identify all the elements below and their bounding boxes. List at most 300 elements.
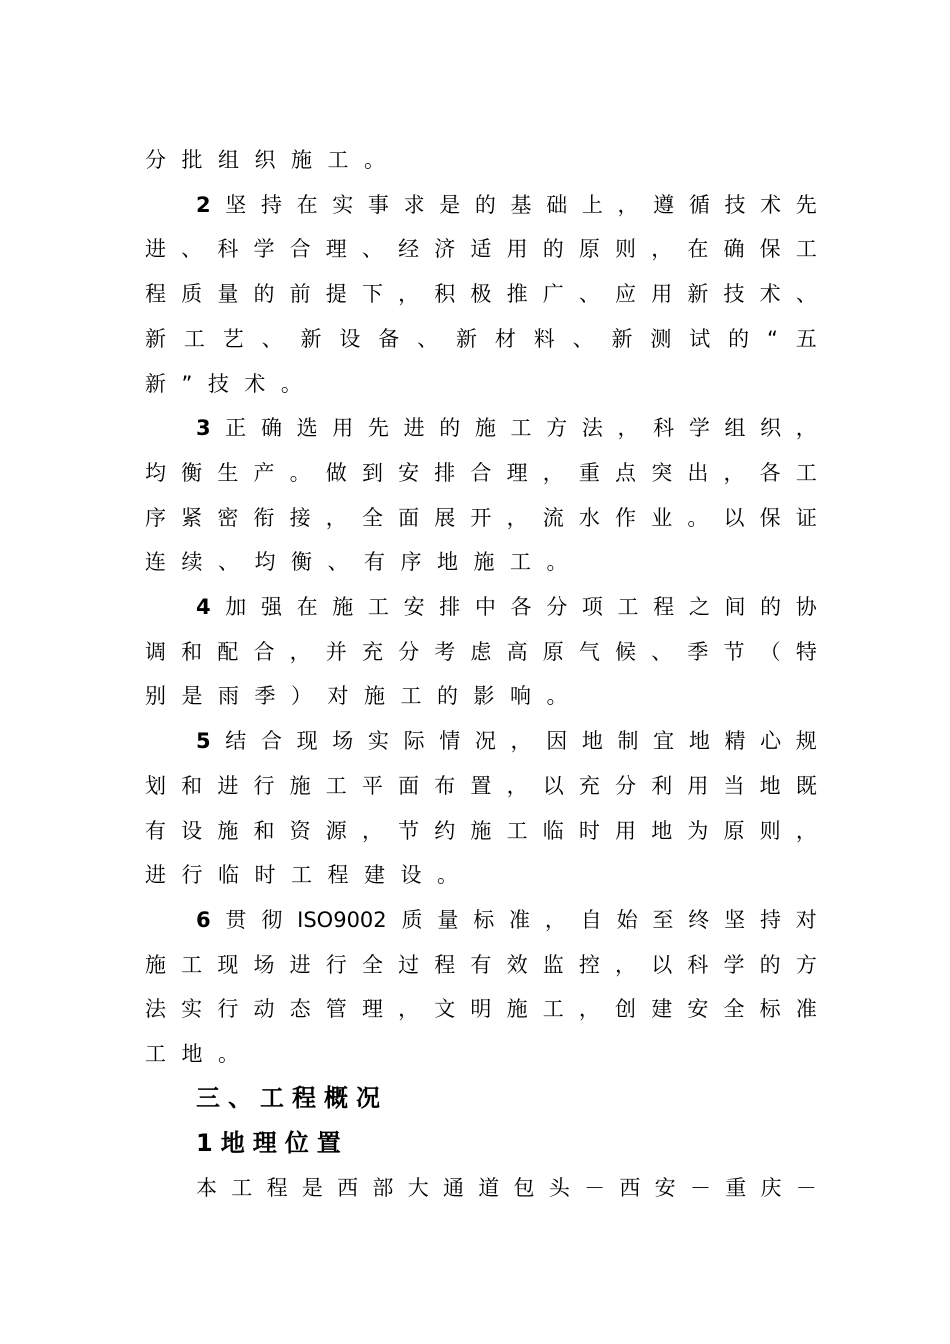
char: 组 <box>724 416 746 440</box>
char: 施 <box>506 997 528 1021</box>
char: 制 <box>617 729 639 753</box>
char: 织 <box>760 416 782 440</box>
char: 西 <box>337 1176 359 1200</box>
char: 工 <box>510 550 531 574</box>
char: 工 <box>506 819 528 843</box>
char: 理 <box>506 461 528 485</box>
char: 。 <box>546 684 568 708</box>
char: 方 <box>795 953 817 977</box>
char: 技 <box>207 372 229 396</box>
char: 确 <box>260 416 282 440</box>
char: 适 <box>470 237 492 261</box>
char: 原 <box>542 640 564 664</box>
char: 地 <box>181 1042 203 1066</box>
char: 节 <box>398 819 420 843</box>
char: 紧 <box>181 506 203 530</box>
item-number: 2 <box>196 193 211 217</box>
char: 出 <box>687 461 709 485</box>
char: 行 <box>325 953 347 977</box>
char: 临 <box>542 819 564 843</box>
char: 广 <box>542 282 564 306</box>
char: 合 <box>260 729 282 753</box>
char: 理 <box>325 237 347 261</box>
char: 工 <box>617 595 639 619</box>
char: 划 <box>145 774 166 798</box>
char: 工 <box>183 327 205 351</box>
char: 行 <box>217 997 239 1021</box>
item-number: 4 <box>196 595 211 619</box>
char: 经 <box>398 237 420 261</box>
char: 加 <box>225 595 247 619</box>
char: ， <box>615 953 637 977</box>
char: 现 <box>296 729 318 753</box>
char: 、 <box>417 327 439 351</box>
char: 实 <box>332 193 354 217</box>
char: 证 <box>795 506 817 530</box>
char: 当 <box>723 774 745 798</box>
char: 进 <box>403 416 425 440</box>
char: 充 <box>578 774 600 798</box>
char: 织 <box>254 148 276 172</box>
paragraph-line <box>145 1039 817 1069</box>
char: 全 <box>361 506 383 530</box>
char: （ <box>759 640 781 664</box>
char: 地 <box>688 729 710 753</box>
char: 程 <box>145 282 166 306</box>
char: 原 <box>723 819 745 843</box>
char: 终 <box>688 908 710 932</box>
char: 确 <box>723 237 745 261</box>
char: ， <box>578 997 600 1021</box>
char: 法 <box>145 997 166 1021</box>
char: 积 <box>434 282 456 306</box>
paragraph-line <box>196 1173 817 1203</box>
char: 展 <box>434 506 456 530</box>
char: 在 <box>296 193 318 217</box>
char: 有 <box>470 953 492 977</box>
char: 是 <box>439 193 461 217</box>
paragraph-line <box>145 145 817 175</box>
char: 过 <box>398 953 420 977</box>
char: 均 <box>254 550 276 574</box>
char: 安 <box>687 997 709 1021</box>
char: 包 <box>513 1176 535 1200</box>
char: 重 <box>725 1176 747 1200</box>
char: 进 <box>217 774 239 798</box>
char: 全 <box>723 997 745 1021</box>
char: 术 <box>244 372 266 396</box>
char: 本 <box>196 1176 217 1200</box>
char: 的 <box>439 416 461 440</box>
char: 提 <box>325 282 347 306</box>
char: 。 <box>437 863 458 887</box>
char: 上 <box>581 193 603 217</box>
char: 衔 <box>253 506 275 530</box>
char: 开 <box>470 506 492 530</box>
paragraph-line <box>145 234 817 264</box>
char: 用 <box>615 819 637 843</box>
char: ISO9002 <box>297 908 387 932</box>
char: 序 <box>145 506 166 530</box>
paragraph-line <box>196 190 817 220</box>
char: 的 <box>474 193 496 217</box>
char: 自 <box>580 908 602 932</box>
char: 调 <box>145 640 166 664</box>
char: 。 <box>289 461 311 485</box>
char: 的 <box>728 327 750 351</box>
char: 分 <box>615 774 637 798</box>
char: 术 <box>759 282 781 306</box>
char: 既 <box>795 774 817 798</box>
char: 宜 <box>653 729 675 753</box>
char: 施 <box>332 595 354 619</box>
char: 质 <box>401 908 423 932</box>
paragraph-line <box>145 816 817 846</box>
char: 新 <box>611 327 633 351</box>
section-heading: 三、工程概况 <box>196 1084 388 1112</box>
char: 以 <box>651 953 673 977</box>
char: 、 <box>181 237 203 261</box>
char: 下 <box>361 282 383 306</box>
char: 合 <box>289 237 311 261</box>
char: 水 <box>578 506 600 530</box>
char: 场 <box>332 729 354 753</box>
paragraph-line <box>145 369 817 399</box>
char: 和 <box>253 819 275 843</box>
paragraph-line <box>145 458 817 488</box>
char: 工 <box>145 1042 166 1066</box>
char: 准 <box>509 908 531 932</box>
char: 建 <box>651 997 673 1021</box>
char: 。 <box>218 1042 239 1066</box>
char: 的 <box>760 595 782 619</box>
char: 科 <box>687 953 709 977</box>
char: 学 <box>723 953 745 977</box>
char: ， <box>795 416 817 440</box>
item-number: 3 <box>196 416 211 440</box>
char: 态 <box>289 997 311 1021</box>
char: ， <box>510 729 532 753</box>
char: 布 <box>434 774 456 798</box>
char: 配 <box>217 640 239 664</box>
char: 业 <box>651 506 673 530</box>
char: 应 <box>615 282 637 306</box>
paragraph-line <box>145 547 817 577</box>
char: 点 <box>615 461 637 485</box>
char: 临 <box>218 863 239 887</box>
char: 贯 <box>225 908 247 932</box>
paragraph-line <box>145 637 817 667</box>
char: 施 <box>291 148 312 172</box>
char: 济 <box>434 237 456 261</box>
char: 极 <box>470 282 492 306</box>
char: 突 <box>651 461 673 485</box>
paragraph-line <box>145 860 817 890</box>
char: 量 <box>437 908 459 932</box>
char: 备 <box>378 327 400 351</box>
char: 到 <box>361 461 383 485</box>
char: 、 <box>218 550 239 574</box>
char: ， <box>398 282 420 306</box>
char: 序 <box>400 550 422 574</box>
char: 正 <box>225 416 247 440</box>
paragraph-line <box>196 905 817 935</box>
char: 节 <box>723 640 745 664</box>
char: ， <box>361 819 383 843</box>
char: 法 <box>581 416 603 440</box>
char: 考 <box>434 640 456 664</box>
paragraph-line <box>196 726 817 756</box>
char: 工 <box>542 997 564 1021</box>
char: 大 <box>407 1176 429 1200</box>
char: 组 <box>218 148 239 172</box>
char: 新 <box>456 327 477 351</box>
char: － <box>584 1176 606 1200</box>
char: 工 <box>181 953 203 977</box>
char: 做 <box>325 461 347 485</box>
char: 续 <box>181 550 203 574</box>
char: 建 <box>364 863 385 887</box>
char: 求 <box>403 193 425 217</box>
char: 对 <box>327 684 349 708</box>
char: 。 <box>364 148 385 172</box>
char: 批 <box>181 148 203 172</box>
subsection-heading: 1地理位置 <box>196 1129 349 1157</box>
char: 在 <box>296 595 318 619</box>
char: 充 <box>361 640 383 664</box>
char: 工 <box>510 416 532 440</box>
char: 行 <box>253 774 275 798</box>
char: 气 <box>578 640 600 664</box>
char: 艺 <box>222 327 244 351</box>
char: 衡 <box>181 461 203 485</box>
char: 西 <box>619 1176 641 1200</box>
char: 理 <box>361 997 383 1021</box>
char: 的 <box>542 237 564 261</box>
char: 密 <box>217 506 239 530</box>
char: 。 <box>687 506 709 530</box>
char: 术 <box>760 193 782 217</box>
char: 特 <box>795 640 817 664</box>
char: 雨 <box>218 684 239 708</box>
char: 约 <box>434 819 456 843</box>
char: 现 <box>217 953 239 977</box>
char: 时 <box>578 819 600 843</box>
char: 地 <box>581 729 603 753</box>
char: 量 <box>217 282 239 306</box>
char: 产 <box>253 461 275 485</box>
char: 安 <box>403 595 425 619</box>
char: 科 <box>217 237 239 261</box>
char: 因 <box>546 729 568 753</box>
char: 接 <box>289 506 311 530</box>
char: 循 <box>688 193 710 217</box>
char: 管 <box>325 997 347 1021</box>
char: ， <box>651 237 673 261</box>
char: 项 <box>581 595 603 619</box>
char: 保 <box>759 506 781 530</box>
char: 道 <box>478 1176 500 1200</box>
char: 明 <box>470 997 492 1021</box>
char: 和 <box>181 774 203 798</box>
char: 安 <box>398 461 420 485</box>
char: 部 <box>372 1176 394 1200</box>
char: ， <box>544 908 566 932</box>
char: 对 <box>795 908 817 932</box>
char: 坚 <box>724 908 746 932</box>
char: 有 <box>364 550 385 574</box>
paragraph-line <box>145 681 817 711</box>
char: 、 <box>361 237 383 261</box>
char: 。 <box>280 372 302 396</box>
char: 先 <box>795 193 817 217</box>
char: 试 <box>689 327 711 351</box>
char: ， <box>398 997 420 1021</box>
char: 响 <box>510 684 531 708</box>
char: 候 <box>615 640 637 664</box>
char: 季 <box>687 640 709 664</box>
item-number: 6 <box>196 908 211 932</box>
char: 则 <box>759 819 781 843</box>
char: 推 <box>506 282 528 306</box>
char: 标 <box>759 997 781 1021</box>
char: 以 <box>542 774 564 798</box>
char: 控 <box>578 953 600 977</box>
char: ， <box>506 506 528 530</box>
char: 施 <box>145 953 166 977</box>
char: 设 <box>339 327 361 351</box>
char: 程 <box>327 863 349 887</box>
char: 效 <box>506 953 528 977</box>
char: 是 <box>181 684 203 708</box>
char: 原 <box>578 237 600 261</box>
char: 在 <box>687 237 709 261</box>
char: 进 <box>289 953 311 977</box>
char: 的 <box>253 282 275 306</box>
char: 施 <box>364 684 385 708</box>
paragraph-line <box>196 592 817 622</box>
char: 质 <box>181 282 203 306</box>
char: 有 <box>145 819 166 843</box>
char: 是 <box>301 1176 323 1200</box>
char: 监 <box>542 953 564 977</box>
char: 工 <box>795 237 817 261</box>
char: 平 <box>361 774 383 798</box>
char: 排 <box>439 595 461 619</box>
char: 础 <box>546 193 568 217</box>
char: 科 <box>653 416 675 440</box>
char: 中 <box>474 595 496 619</box>
char: “ <box>767 327 778 351</box>
char: 况 <box>474 729 496 753</box>
char: 连 <box>145 550 166 574</box>
char: 规 <box>795 729 817 753</box>
char: 合 <box>470 461 492 485</box>
char: 遵 <box>653 193 675 217</box>
char: 持 <box>759 908 781 932</box>
char: 源 <box>325 819 347 843</box>
char: 新 <box>145 372 166 396</box>
char: 动 <box>253 997 275 1021</box>
char: 的 <box>759 953 781 977</box>
char: ） <box>291 684 312 708</box>
char: 用 <box>687 774 709 798</box>
char: 工 <box>327 148 349 172</box>
char: 创 <box>615 997 637 1021</box>
char: 间 <box>724 595 746 619</box>
char: 合 <box>253 640 275 664</box>
char: 施 <box>289 774 311 798</box>
char: 新 <box>687 282 709 306</box>
paragraph-line <box>145 771 817 801</box>
char: 新 <box>145 327 166 351</box>
char: 前 <box>289 282 311 306</box>
char: 地 <box>651 819 673 843</box>
char: 至 <box>652 908 674 932</box>
char: 、 <box>572 327 594 351</box>
char: 地 <box>759 774 781 798</box>
char: 进 <box>145 863 166 887</box>
char: 分 <box>546 595 568 619</box>
char: 方 <box>546 416 568 440</box>
char: 均 <box>145 461 166 485</box>
char: 准 <box>795 997 817 1021</box>
char: 事 <box>367 193 389 217</box>
char: 影 <box>473 684 495 708</box>
char: 设 <box>400 863 422 887</box>
char: 以 <box>723 506 745 530</box>
char: 利 <box>651 774 673 798</box>
char: 施 <box>470 819 492 843</box>
char: 用 <box>651 282 673 306</box>
char: 作 <box>615 506 637 530</box>
char: 彻 <box>261 908 283 932</box>
char: 料 <box>533 327 555 351</box>
char: 分 <box>398 640 420 664</box>
char: 工 <box>231 1176 253 1200</box>
char: 程 <box>434 953 456 977</box>
char: 为 <box>687 819 709 843</box>
char: 全 <box>361 953 383 977</box>
char: 分 <box>145 148 166 172</box>
char: 标 <box>473 908 495 932</box>
char: 行 <box>181 863 203 887</box>
char: 先 <box>367 416 389 440</box>
char: ” <box>181 372 193 396</box>
char: 工 <box>291 863 312 887</box>
char: ， <box>723 461 745 485</box>
paragraph-line <box>145 279 817 309</box>
char: 重 <box>578 461 600 485</box>
char: 各 <box>510 595 532 619</box>
item-number: 5 <box>196 729 211 753</box>
char: 的 <box>437 684 458 708</box>
char: 心 <box>760 729 782 753</box>
char: 、 <box>795 282 817 306</box>
char: 置 <box>470 774 492 798</box>
char: 工 <box>400 684 422 708</box>
char: － <box>689 1176 711 1200</box>
char: 学 <box>253 237 275 261</box>
char: 技 <box>724 193 746 217</box>
char: 头 <box>548 1176 570 1200</box>
char: 工 <box>367 595 389 619</box>
char: 新 <box>300 327 322 351</box>
char: ， <box>506 774 528 798</box>
char: ， <box>795 819 817 843</box>
char: 进 <box>145 237 166 261</box>
paragraph-line <box>145 994 817 1024</box>
